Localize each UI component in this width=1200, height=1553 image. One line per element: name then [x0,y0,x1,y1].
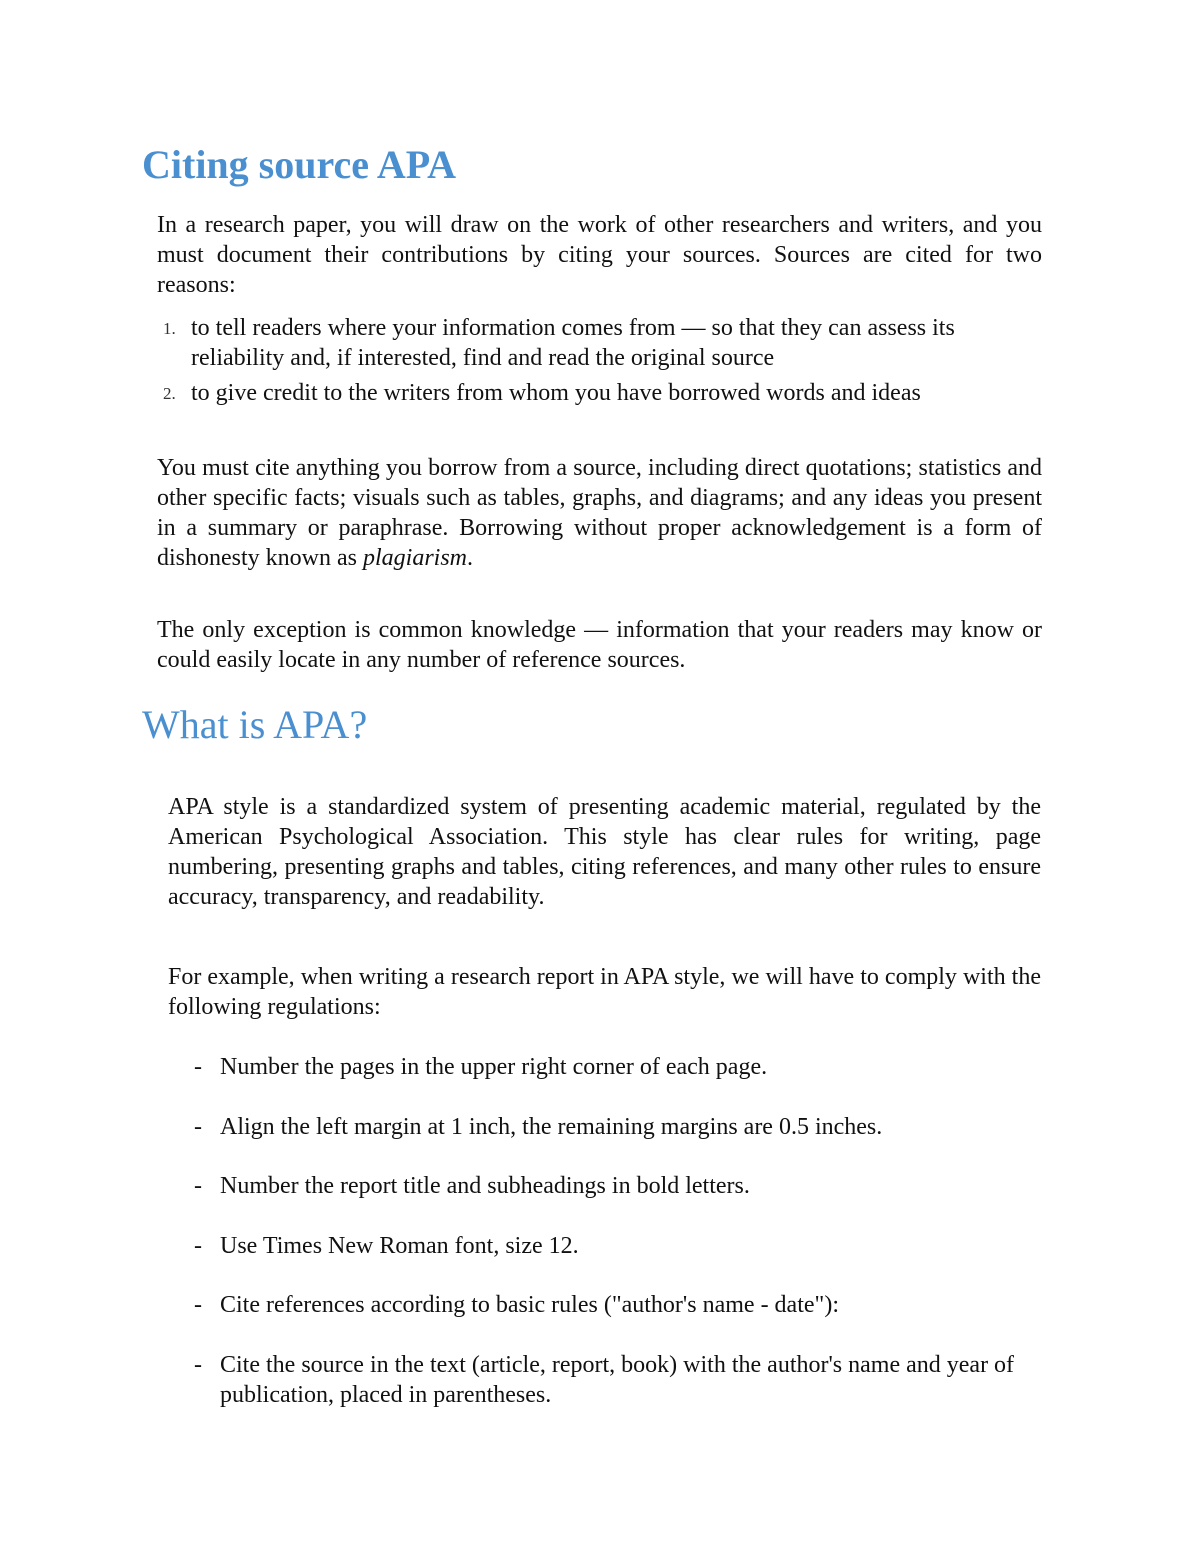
list-item [157,378,1017,408]
dash-bullet: - [194,1292,202,1318]
plagiarism-term: plagiarism [363,545,468,571]
exception-paragraph: The only exception is common knowledge — information that your readers may know or could easily locate in any number of reference sources. [157,617,1042,673]
heading-citing-source: Citing source APA [142,142,457,187]
list-item-text: Number the pages in the upper right corner of each page. [220,1054,768,1080]
list-item [190,1112,1050,1142]
dash-bullet: - [194,1351,202,1378]
list-item [157,313,1017,373]
list-number: 2. [163,384,176,403]
list-item [190,1350,1050,1410]
example-paragraph: For example, when writing a research report in APA style, we will have to comply with the following regulations: [168,964,1041,1020]
regulations-list [190,1052,1050,1439]
list-item-text: Number the report title and subheadings in bold letters. [220,1173,750,1199]
list-item [190,1290,1050,1320]
list-item [190,1171,1050,1201]
dash-bullet: - [194,1173,202,1199]
cite-paragraph [157,453,1042,573]
list-item-text: to give credit to the writers from whom you have borrowed words and ideas [191,380,921,406]
dash-bullet: - [194,1232,202,1259]
apa-definition-paragraph: APA style is a standardized system of presenting academic material, regulated by the American Psychological Association. This style has clear rules for writing, page numbering, presenting graphs and tables, citing references, and many other rules to ensure accuracy, transparency, and readability. [168,794,1041,910]
list-item [190,1052,1050,1082]
list-item-text: Cite references according to basic rules ("author's name - date"): [220,1292,839,1318]
intro-paragraph: In a research paper, you will draw on the work of other researchers and writers, and you must document their contributions by citing your sources. Sources are cited for two reasons: [157,212,1042,298]
list-item-text: to tell readers where your information comes from — so that they can assess its reliability and, if interested, find and read the original source [191,315,955,371]
list-item-text: Cite the source in the text (article, report, book) with the author's name and year of publication, placed in parentheses. [220,1351,1015,1408]
reasons-list [157,313,1017,413]
cite-paragraph-text: You must cite anything you borrow from a source, including direct quotations; statistics and other specific facts; visuals such as tables, graphs, and diagrams; and any ideas you present in a summary or paraphrase. Borrowing without proper acknowledgement is a form of dishonesty known as [157,455,1042,571]
list-item [190,1231,1050,1261]
heading-what-is-apa: What is APA? [142,702,368,747]
dash-bullet: - [194,1054,202,1080]
list-item-text: Align the left margin at 1 inch, the remaining margins are 0.5 inches. [220,1113,883,1140]
list-number: 1. [163,319,176,338]
cite-paragraph-end: . [467,545,474,571]
list-item-text: Use Times New Roman font, size 12. [220,1232,579,1259]
dash-bullet: - [194,1113,202,1140]
